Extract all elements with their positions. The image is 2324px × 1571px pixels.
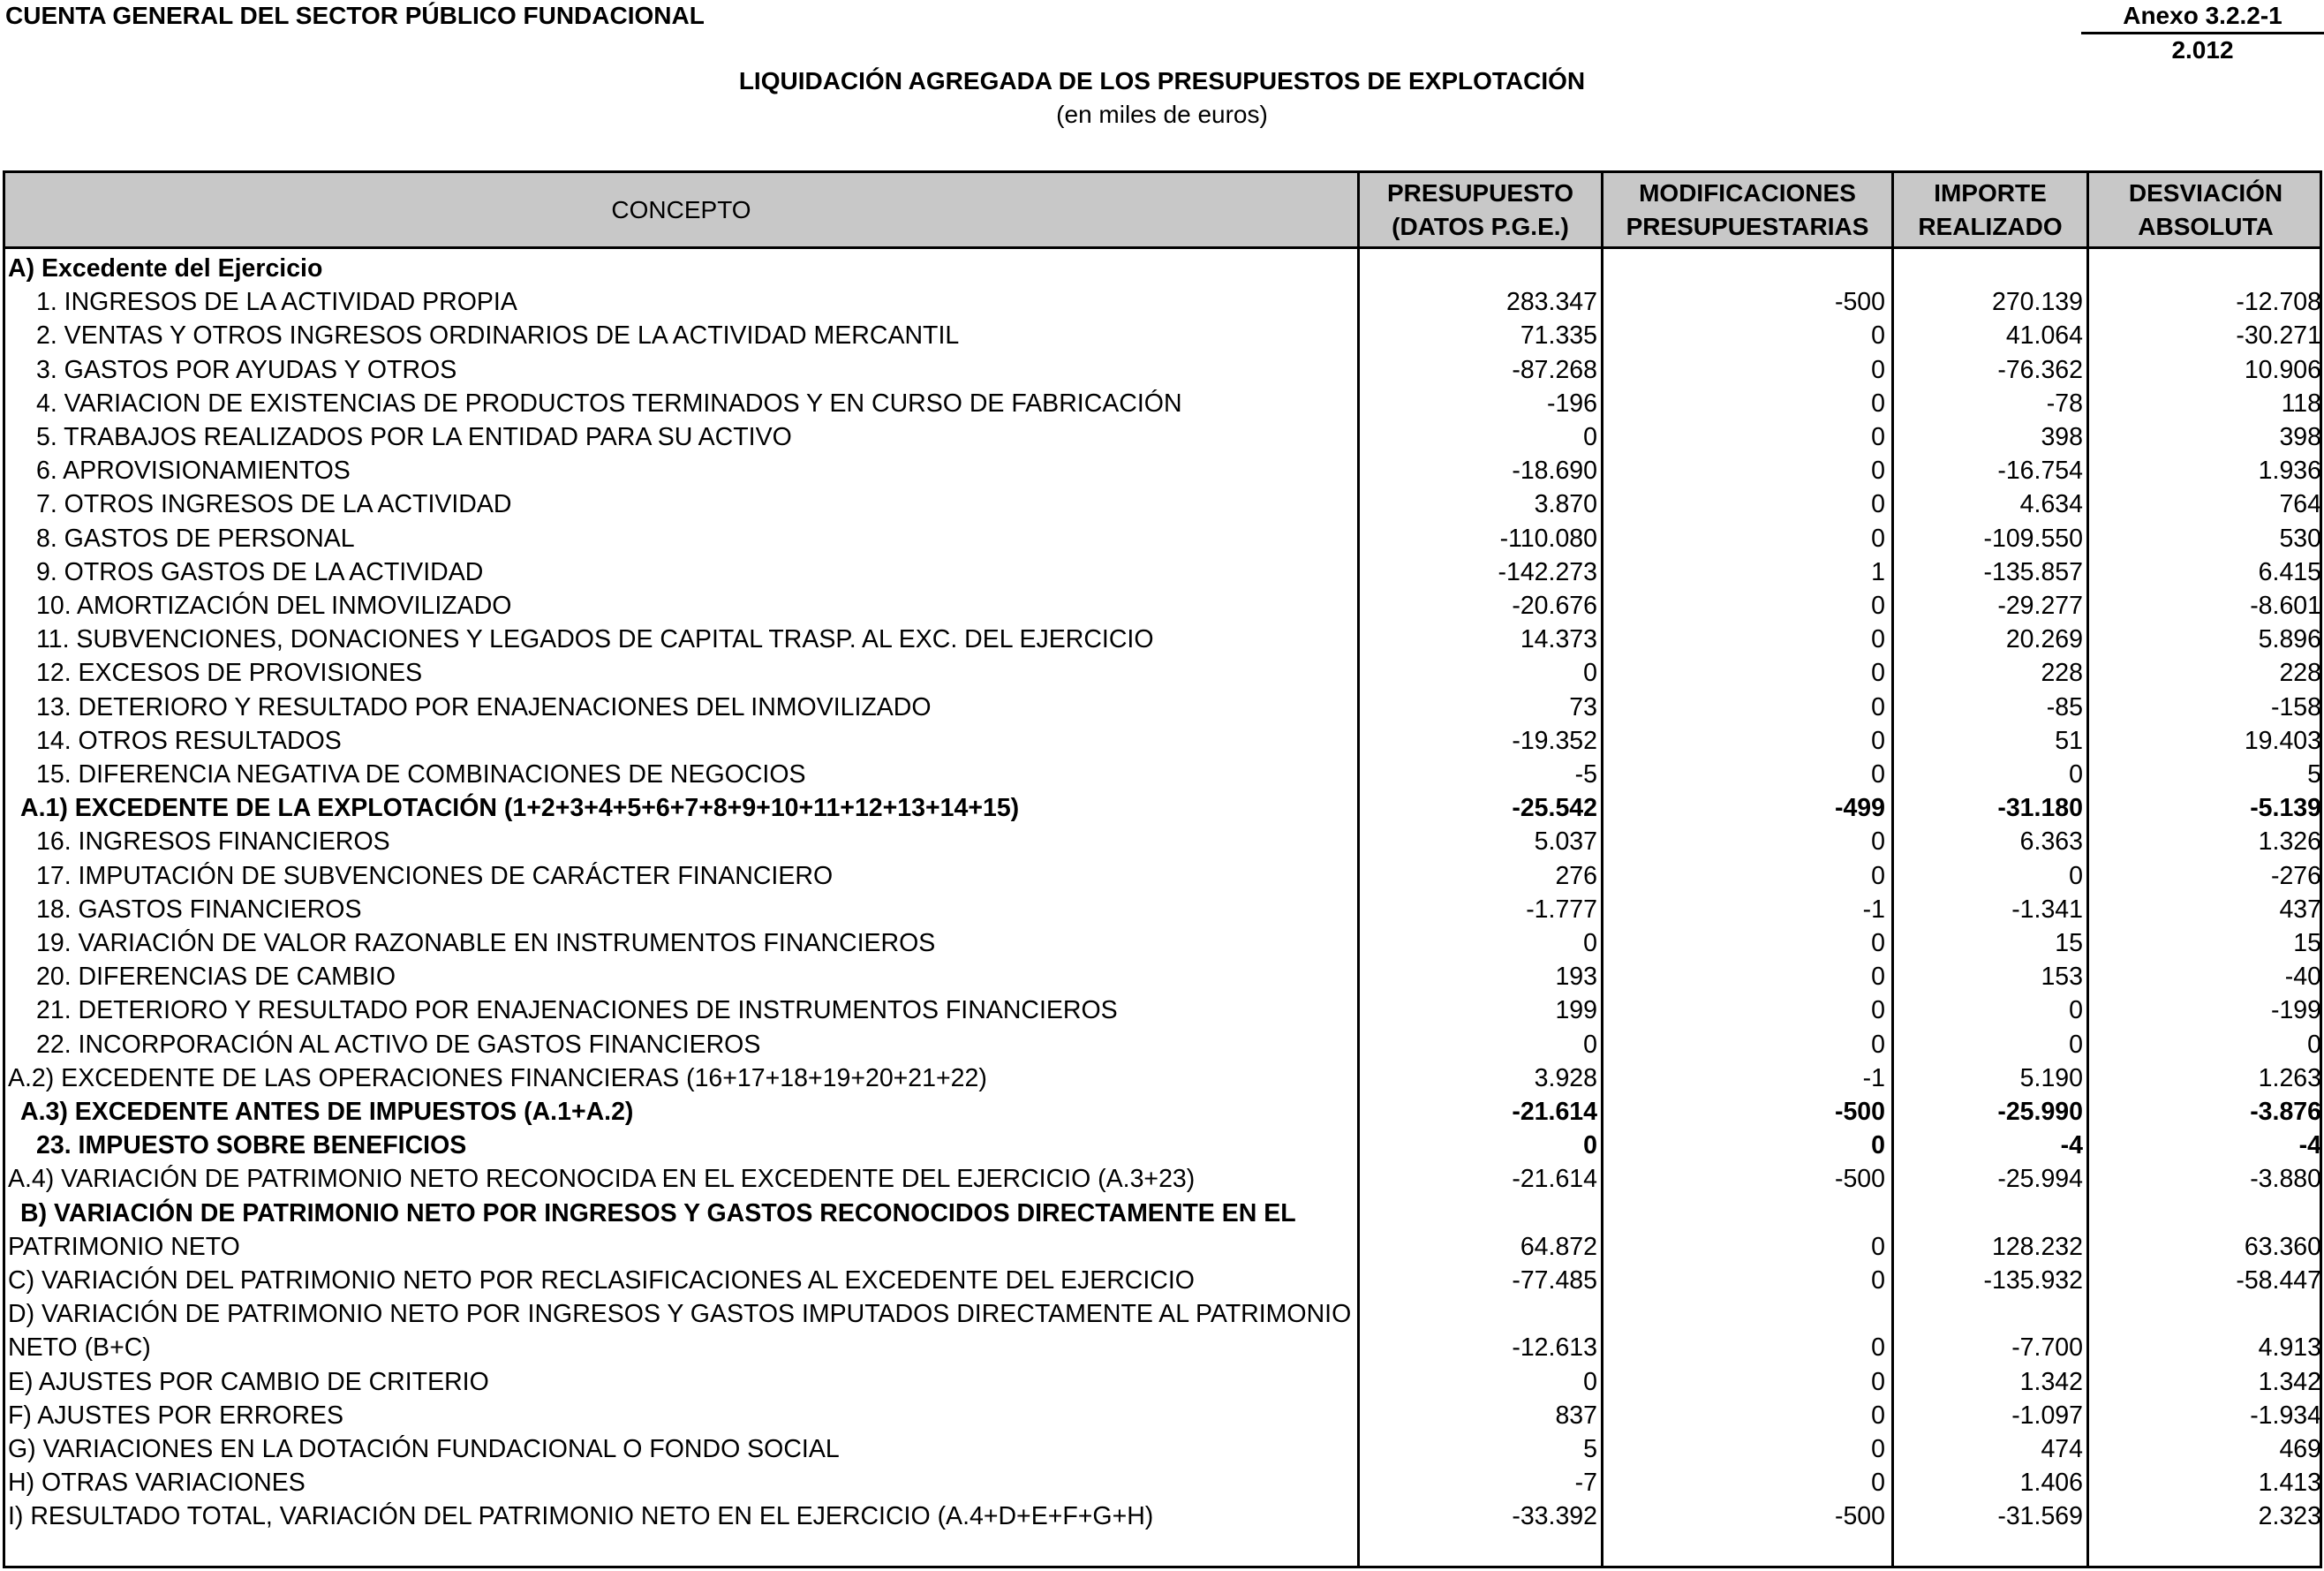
page-title: LIQUIDACIÓN AGREGADA DE LOS PRESUPUESTOS DE EXPLOTACIÓN [738,67,1586,94]
presupuesto-cell: -87.268 [1512,355,1597,384]
row-label: 23. IMPUESTO SOBRE BENEFICIOS [36,1131,467,1160]
importe-cell: -78 [2046,389,2083,418]
row-label: E) AJUSTES POR CAMBIO DE CRITERIO [8,1367,489,1396]
desviacion-cell: 398 [2279,423,2321,451]
row-label: PATRIMONIO NETO [8,1232,240,1261]
importe-cell: -25.994 [1997,1165,2083,1194]
modificaciones-cell: 0 [1871,1333,1885,1363]
presupuesto-cell: -110.080 [1499,524,1597,553]
modificaciones-cell: 0 [1871,827,1885,857]
desviacion-cell: -158 [2270,692,2321,721]
modificaciones-cell: 0 [1871,625,1885,654]
desviacion-cell: 118 [2281,389,2321,418]
table-row [5,353,2320,387]
row-label: F) AJUSTES POR ERRORES [8,1401,344,1430]
row-label: NETO (B+C) [8,1333,151,1363]
row-label: D) VARIACIÓN DE PATRIMONIO NETO POR INGRESOS Y GASTOS IMPUTADOS DIRECTAMENTE AL PATRIMONIO [8,1300,1352,1329]
importe-cell: 5.190 [2019,1063,2083,1092]
desviacion-cell: -199 [2270,996,2321,1025]
row-label: 5. TRABAJOS REALIZADOS POR LA ENTIDAD PARA SU ACTIVO [36,423,792,451]
annex-label: Anexo 3.2.2-1 [2123,2,2282,29]
modificaciones-cell: 0 [1871,524,1885,553]
table-row [5,522,2320,555]
presupuesto-cell: 0 [1583,659,1597,688]
desviacion-cell: 1.263 [2258,1063,2321,1092]
modificaciones-cell: 0 [1871,861,1885,890]
importe-cell: -31.180 [1997,794,2083,823]
desviacion-cell: 1.326 [2258,827,2321,857]
row-label: 14. OTROS RESULTADOS [36,726,342,755]
modificaciones-cell: 0 [1871,963,1885,992]
importe-cell: -85 [2046,692,2083,721]
importe-cell: 4.634 [2019,490,2083,519]
row-label: 15. DIFERENCIA NEGATIVA DE COMBINACIONES DE NEGOCIOS [36,760,806,789]
modificaciones-cell: 0 [1871,592,1885,620]
modificaciones-cell: 0 [1871,659,1885,688]
modificaciones-cell: 0 [1871,1435,1885,1463]
modificaciones-cell: 0 [1871,1469,1885,1498]
row-label: A.1) EXCEDENTE DE LA EXPLOTACIÓN (1+2+3+4+5+6+7+8+9+10+11+12+13+14+15) [20,794,1020,823]
table-row [5,1162,2320,1196]
desviacion-cell: -8.601 [2250,592,2321,620]
presupuesto-cell: -33.392 [1512,1502,1597,1531]
desviacion-cell: 6.415 [2258,557,2321,586]
desviacion-cell: 10.906 [2244,355,2321,384]
presupuesto-cell: 3.928 [1534,1063,1597,1092]
row-label: G) VARIACIONES EN LA DOTACIÓN FUNDACIONAL O FONDO SOCIAL [8,1435,840,1463]
presupuesto-cell: 0 [1583,929,1597,957]
row-label: H) OTRAS VARIACIONES [8,1469,306,1498]
presupuesto-cell: -20.676 [1512,592,1597,620]
importe-cell: 0 [2069,861,2083,890]
presupuesto-cell: 3.870 [1534,490,1597,519]
table-row [5,285,2320,319]
table-row [5,454,2320,487]
table-row [5,1499,2320,1533]
presupuesto-cell: 837 [1555,1401,1597,1430]
row-label: A.3) EXCEDENTE ANTES DE IMPUESTOS (A.1+A.2) [20,1098,634,1126]
table-row [5,1028,2320,1061]
presupuesto-cell: 64.872 [1520,1232,1597,1261]
presupuesto-cell: 193 [1555,963,1597,992]
importe-cell: 0 [2069,1030,2083,1059]
row-label: 3. GASTOS POR AYUDAS Y OTROS [36,355,457,384]
col-header-modificaciones: MODIFICACIONES PRESUPUESTARIAS [1626,178,1869,240]
row-label: 8. GASTOS DE PERSONAL [36,524,355,553]
row-label: A) Excedente del Ejercicio [8,254,323,283]
presupuesto-cell: 14.373 [1520,625,1597,654]
desviacion-cell: 5 [2307,760,2321,789]
modificaciones-cell: 0 [1871,1030,1885,1059]
presupuesto-cell: -1.777 [1526,895,1597,924]
presupuesto-cell: -142.273 [1498,557,1597,586]
year-label: 2.012 [2171,36,2234,64]
desviacion-cell: -3.876 [2250,1098,2321,1126]
row-label: A.4) VARIACIÓN DE PATRIMONIO NETO RECONOCIDA EN EL EXCEDENTE DEL EJERCICIO (A.3+23) [8,1165,1196,1194]
table-row [5,387,2320,420]
row-label: 9. OTROS GASTOS DE LA ACTIVIDAD [36,557,484,586]
importe-cell: 270.139 [1991,288,2083,317]
importe-cell: 153 [2041,963,2083,992]
table-row [5,319,2320,352]
importe-cell: -7.700 [2011,1333,2083,1363]
importe-cell: 41.064 [2005,321,2083,351]
row-label: 12. EXCESOS DE PROVISIONES [36,659,423,688]
presupuesto-cell: -21.614 [1512,1165,1597,1194]
modificaciones-cell: -500 [1834,1165,1885,1194]
presupuesto-cell: -196 [1546,389,1597,418]
desviacion-cell: 4.913 [2258,1333,2321,1363]
row-label: 4. VARIACION DE EXISTENCIAS DE PRODUCTOS TERMINADOS Y EN CURSO DE FABRICACIÓN [36,389,1182,418]
modificaciones-cell: 0 [1871,389,1885,418]
modificaciones-cell: 0 [1871,692,1885,721]
desviacion-cell: 5.896 [2258,625,2321,654]
modificaciones-cell: 0 [1871,1232,1885,1261]
row-label: 10. AMORTIZACIÓN DEL INMOVILIZADO [36,592,512,620]
table-row [5,1399,2320,1432]
modificaciones-cell: 0 [1871,1367,1885,1396]
presupuesto-cell: 71.335 [1520,321,1597,351]
row-label: 22. INCORPORACIÓN AL ACTIVO DE GASTOS FINANCIEROS [36,1030,761,1059]
importe-cell: -1.097 [2011,1401,2083,1430]
col-header-desviacion: DESVIACIÓN ABSOLUTA [2128,178,2283,240]
importe-cell: -4 [2060,1131,2083,1160]
row-label: 17. IMPUTACIÓN DE SUBVENCIONES DE CARÁCTER FINANCIERO [36,861,834,890]
modificaciones-cell: 0 [1871,996,1885,1025]
table-row [5,487,2320,521]
row-label: 6. APROVISIONAMIENTOS [36,457,351,486]
importe-cell: 228 [2041,659,2083,688]
row-label: 20. DIFERENCIAS DE CAMBIO [36,963,396,992]
table-row [5,1230,2320,1264]
table-row [5,859,2320,893]
table-row [5,1061,2320,1095]
desviacion-cell: 228 [2279,659,2321,688]
desviacion-cell: -30.271 [2236,321,2321,351]
modificaciones-cell: 0 [1871,423,1885,451]
presupuesto-cell: -21.614 [1512,1098,1597,1126]
table-row [5,960,2320,993]
desviacion-cell: -40 [2284,963,2321,992]
desviacion-cell: -58.447 [2236,1266,2321,1295]
table-row [5,1365,2320,1399]
table-row [5,791,2320,825]
table-row [5,1466,2320,1499]
presupuesto-cell: -77.485 [1512,1266,1597,1295]
presupuesto-cell: -5 [1574,760,1597,789]
modificaciones-cell: 0 [1871,355,1885,384]
org-title: CUENTA GENERAL DEL SECTOR PÚBLICO FUNDACIONAL [5,2,705,29]
desviacion-cell: 15 [2293,929,2321,957]
modificaciones-cell: 0 [1871,321,1885,351]
row-label: 2. VENTAS Y OTROS INGRESOS ORDINARIOS DE LA ACTIVIDAD MERCANTIL [36,321,960,351]
importe-cell: 6.363 [2019,827,2083,857]
importe-cell: -16.754 [1997,457,2083,486]
modificaciones-cell: -500 [1834,1502,1885,1531]
table-row [5,623,2320,656]
importe-cell: 474 [2041,1435,2083,1463]
importe-cell: -31.569 [1997,1502,2083,1531]
desviacion-cell: 530 [2279,524,2321,553]
presupuesto-cell: 0 [1583,1030,1597,1059]
row-label: I) RESULTADO TOTAL, VARIACIÓN DEL PATRIMONIO NETO EN EL EJERCICIO (A.4+D+E+F+G+H) [8,1502,1154,1531]
modificaciones-cell: 0 [1871,726,1885,755]
table-row [5,893,2320,926]
row-label: 18. GASTOS FINANCIEROS [36,895,362,924]
row-label: B) VARIACIÓN DE PATRIMONIO NETO POR INGRESOS Y GASTOS RECONOCIDOS DIRECTAMENTE EN EL [20,1198,1296,1227]
col-header-presupuesto: PRESUPUESTO (DATOS P.G.E.) [1386,178,1574,240]
row-label: 16. INGRESOS FINANCIEROS [36,827,390,857]
presupuesto-cell: -18.690 [1512,457,1597,486]
table-row [5,1264,2320,1297]
table-row [5,555,2320,589]
desviacion-cell: 469 [2279,1435,2321,1463]
presupuesto-cell: 5 [1583,1435,1597,1463]
presupuesto-cell: 199 [1555,996,1597,1025]
desviacion-cell: 2.323 [2258,1502,2321,1531]
row-label: 19. VARIACIÓN DE VALOR RAZONABLE EN INSTRUMENTOS FINANCIEROS [36,929,936,957]
modificaciones-cell: -500 [1834,1098,1885,1126]
desviacion-cell: -12.708 [2236,288,2321,317]
desviacion-cell: 437 [2279,895,2321,924]
annex-divider [2081,32,2324,34]
desviacion-cell: 764 [2279,490,2321,519]
table-row [5,1432,2320,1466]
table-header [5,173,2320,249]
table-row [5,656,2320,690]
table-row [5,993,2320,1027]
importe-cell: -29.277 [1997,592,2083,620]
modificaciones-cell: 0 [1871,1401,1885,1430]
table-row [5,758,2320,791]
modificaciones-cell: 0 [1871,760,1885,789]
presupuesto-cell: 283.347 [1505,288,1597,317]
table-row [5,1095,2320,1129]
importe-cell: -135.932 [1983,1266,2083,1295]
presupuesto-cell: 0 [1583,1131,1597,1160]
budget-table [3,170,2322,1568]
importe-cell: -76.362 [1997,355,2083,384]
importe-cell: 20.269 [2005,625,2083,654]
row-label: 13. DETERIORO Y RESULTADO POR ENAJENACIONES DEL INMOVILIZADO [36,692,932,721]
row-label: C) VARIACIÓN DEL PATRIMONIO NETO POR RECLASIFICACIONES AL EXCEDENTE DEL EJERCICIO [8,1266,1195,1295]
modificaciones-cell: -1 [1862,1063,1885,1092]
presupuesto-cell: 0 [1583,423,1597,451]
importe-cell: 1.342 [2019,1367,2083,1396]
importe-cell: -25.990 [1997,1098,2083,1126]
row-label: 7. OTROS INGRESOS DE LA ACTIVIDAD [36,490,512,519]
table-row [5,724,2320,758]
table-row [5,825,2320,858]
importe-cell: 128.232 [1991,1232,2083,1261]
desviacion-cell: 1.413 [2258,1469,2321,1498]
table-row [5,1197,2320,1230]
desviacion-cell: -1.934 [2250,1401,2321,1430]
importe-cell: 0 [2069,760,2083,789]
importe-cell: -1.341 [2011,895,2083,924]
table-row [5,1331,2320,1364]
presupuesto-cell: -25.542 [1512,794,1597,823]
table-row [5,1297,2320,1331]
importe-cell: 398 [2041,423,2083,451]
importe-cell: 15 [2055,929,2083,957]
table-row [5,252,2320,285]
table-row [5,589,2320,623]
modificaciones-cell: -1 [1862,895,1885,924]
annex-block [2081,2,2324,64]
table-row [5,420,2320,454]
row-label: 11. SUBVENCIONES, DONACIONES Y LEGADOS DE CAPITAL TRASP. AL EXC. DEL EJERCICIO [36,625,1154,654]
modificaciones-cell: 0 [1871,929,1885,957]
presupuesto-cell: -7 [1574,1469,1597,1498]
row-label: 21. DETERIORO Y RESULTADO POR ENAJENACIONES DE INSTRUMENTOS FINANCIEROS [36,996,1118,1025]
modificaciones-cell: 0 [1871,1266,1885,1295]
modificaciones-cell: 0 [1871,457,1885,486]
col-header-importe: IMPORTE REALIZADO [1918,178,2063,240]
desviacion-cell: -3.880 [2250,1165,2321,1194]
desviacion-cell: -276 [2270,861,2321,890]
desviacion-cell: 0 [2307,1030,2321,1059]
presupuesto-cell: -19.352 [1512,726,1597,755]
desviacion-cell: 1.936 [2258,457,2321,486]
desviacion-cell: 19.403 [2244,726,2321,755]
modificaciones-cell: -500 [1834,288,1885,317]
presupuesto-cell: 73 [1569,692,1597,721]
importe-cell: -109.550 [1983,524,2083,553]
desviacion-cell: -4 [2298,1131,2321,1160]
importe-cell: 51 [2055,726,2083,755]
modificaciones-cell: 0 [1871,490,1885,519]
table-row [5,691,2320,724]
desviacion-cell: 1.342 [2258,1367,2321,1396]
presupuesto-cell: 0 [1583,1367,1597,1396]
modificaciones-cell: 0 [1871,1131,1885,1160]
col-header-concepto: CONCEPTO [611,195,751,223]
presupuesto-cell: 5.037 [1534,827,1597,857]
presupuesto-cell: -12.613 [1512,1333,1597,1363]
modificaciones-cell: 1 [1871,557,1885,586]
importe-cell: 0 [2069,996,2083,1025]
table-row [5,926,2320,960]
page-subtitle: (en miles de euros) [1056,101,1268,128]
desviacion-cell: 63.360 [2244,1232,2321,1261]
table-row [5,1129,2320,1162]
modificaciones-cell: -499 [1834,794,1885,823]
desviacion-cell: -5.139 [2250,794,2321,823]
importe-cell: 1.406 [2019,1469,2083,1498]
importe-cell: -135.857 [1983,557,2083,586]
presupuesto-cell: 276 [1555,861,1597,890]
row-label: A.2) EXCEDENTE DE LAS OPERACIONES FINANCIERAS (16+17+18+19+20+21+22) [8,1063,987,1092]
row-label: 1. INGRESOS DE LA ACTIVIDAD PROPIA [36,288,517,317]
